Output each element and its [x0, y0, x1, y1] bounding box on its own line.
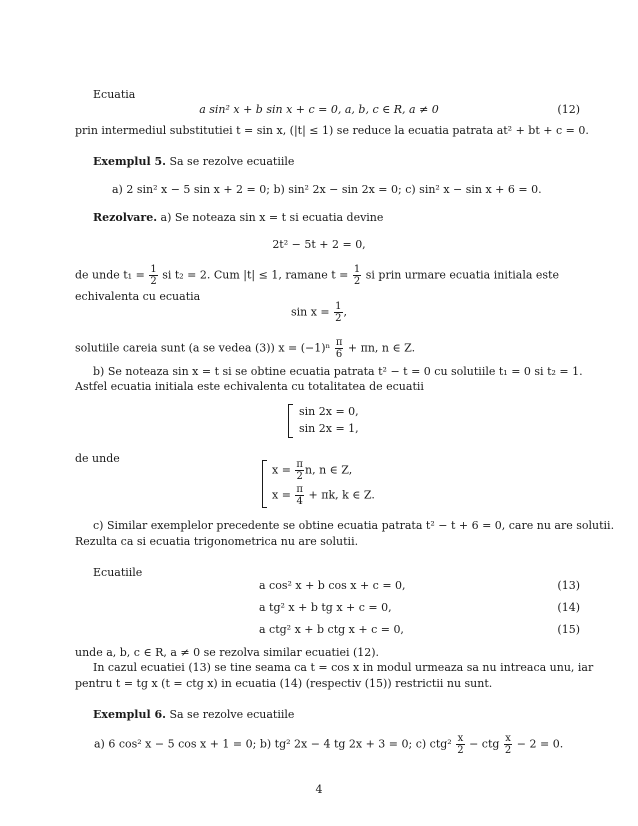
- quadratic-equation: 2t² − 5t + 2 = 0,: [272, 238, 366, 251]
- equation-number-15: (15): [557, 623, 580, 636]
- fraction-x-over-2: [456, 733, 464, 756]
- fraction-numerator: 1: [150, 264, 157, 275]
- example-6-text: Sa se rezolve ecuatiile: [169, 708, 295, 721]
- ecuatiile-text: Ecuatiile: [93, 566, 143, 579]
- system-bracket-2: [262, 460, 267, 508]
- example-6-list-mid: − ctg: [469, 737, 500, 751]
- roots-line: [75, 264, 559, 287]
- solutions-line-part-a: solutiile careia sunt (a se vedea (3)) x = (−1)ⁿ: [75, 341, 331, 355]
- system-2-eq-b-rhs: + πk, k ∈ Z.: [308, 488, 375, 502]
- example-6-heading: [93, 708, 294, 722]
- fraction-one-half: [149, 264, 157, 287]
- solutions-line-part-b: + πn, n ∈ Z.: [347, 341, 416, 355]
- intro-text: Ecuatia: [93, 88, 136, 101]
- example-5-title: Exemplul 5.: [93, 155, 166, 168]
- fraction-one-half: [353, 264, 361, 287]
- part-b-line-1: b) Se noteaza sin x = t si se obtine ecuatia patrata t² − t = 0 cu solutiile t₁ = 0 si t₂ = 1.: [93, 365, 583, 378]
- fraction-denominator: 2: [296, 471, 303, 482]
- fraction-denominator: 2: [335, 313, 342, 324]
- fraction-numerator: π: [296, 484, 303, 495]
- example-6-title: Exemplul 6.: [93, 708, 166, 721]
- equation-15: a ctg² x + b ctg x + c = 0,: [259, 623, 404, 636]
- part-c-line-2: Rezulta ca si ecuatia trigonometrica nu are solutii.: [75, 535, 359, 548]
- example-6-list-a: a) 6 cos² x − 5 cos x + 1 = 0; b) tg² 2x − 4 tg 2x + 3 = 0; c) ctg²: [94, 737, 452, 751]
- equivalent-line: echivalenta cu ecuatia: [75, 290, 201, 303]
- fraction-denominator: 6: [335, 349, 343, 360]
- fraction-numerator: π: [296, 459, 303, 470]
- fraction-x-over-2: [504, 733, 512, 756]
- case-line-2: pentru t = tg x (t = ctg x) in ecuatia (14) (respectiv (15)) restrictii nu sunt.: [75, 677, 493, 690]
- system-2-eq-a-lhs: x =: [272, 463, 291, 477]
- system-2-eq-b-lhs: x =: [272, 488, 291, 502]
- fraction-pi-over-6: [335, 337, 344, 360]
- roots-line-part-b: si t₂ = 2. Cum |t| ≤ 1, ramane t =: [162, 268, 349, 282]
- part-c-line-1: c) Similar exemplelor precedente se obtine ecuatia patrata t² − t + 6 = 0, care nu are solutii.: [93, 519, 615, 532]
- fraction-numerator: x: [457, 733, 464, 744]
- fraction-pi-over-4: [295, 484, 304, 507]
- fraction-numerator: 1: [335, 301, 342, 312]
- equation-number-14: (14): [557, 601, 580, 614]
- system-2-eq-a-rhs: n, n ∈ Z,: [305, 463, 353, 477]
- system-2-eq-b: [272, 484, 375, 507]
- system-1-eq-a: sin 2x = 0,: [299, 405, 359, 418]
- fraction-numerator: π: [335, 337, 343, 348]
- solution-title: Rezolvare.: [93, 211, 158, 224]
- fraction-denominator: 2: [150, 276, 157, 287]
- fraction-denominator: 4: [296, 496, 303, 507]
- example-5-heading: [93, 155, 294, 169]
- equation-13: a cos² x + b cos x + c = 0,: [259, 579, 406, 592]
- sin-half-lhs: sin x =: [290, 305, 330, 319]
- system-bracket-1: [288, 404, 293, 438]
- solutions-line: [75, 337, 415, 360]
- case-line-1: In cazul ecuatiei (13) se tine seama ca t = cos x in modul urmeaza sa nu intreaca unu, iar: [93, 661, 594, 674]
- roots-line-part-c: si prin urmare ecuatia initiala este: [365, 268, 559, 282]
- fraction-denominator: 2: [353, 276, 361, 287]
- part-b-line-2: Astfel ecuatia initiala este echivalenta cu totalitatea de ecuatii: [75, 380, 424, 393]
- equation-14: a tg² x + b tg x + c = 0,: [259, 601, 392, 614]
- solution-heading: [93, 211, 383, 225]
- fraction-numerator: 1: [353, 264, 361, 275]
- fraction-pi-over-2: [295, 459, 304, 482]
- equation-number-13: (13): [557, 579, 580, 592]
- system-1-eq-b: sin 2x = 1,: [299, 422, 359, 435]
- system-2-eq-a: [272, 459, 352, 482]
- sin-half-equation: sin x = $\frac{1}{2}$ ,: [290, 301, 348, 324]
- unde-line: unde a, b, c ∈ R, a ≠ 0 se rezolva similar ecuatiei (12).: [75, 646, 380, 659]
- fraction-denominator: 2: [457, 745, 464, 756]
- example-6-list-end: − 2 = 0.: [516, 737, 564, 751]
- solution-intro: a) Se noteaza sin x = t si ecuatia devine: [160, 211, 384, 224]
- example-5-text: Sa se rezolve ecuatiile: [169, 155, 295, 168]
- equation-12: [0, 103, 638, 117]
- example-5-list: a) 2 sin² x − 5 sin x + 2 = 0; b) sin² 2x − sin 2x = 0; c) sin² x − sin x + 6 = 0.: [112, 183, 542, 196]
- example-6-list: [94, 733, 563, 756]
- fraction-numerator: x: [505, 733, 511, 744]
- substitution-line: prin intermediul substitutiei t = sin x, (|t| ≤ 1) se reduce la ecuatia patrata at² + bt + c = 0.: [75, 124, 589, 137]
- fraction-one-half: [334, 301, 342, 324]
- equation-number-12: (12): [557, 103, 580, 116]
- fraction-denominator: 2: [504, 745, 512, 756]
- de-unde-text: de unde: [75, 452, 120, 465]
- equation-12-text: a sin² x + b sin x + c = 0, a, b, c ∈ R, a ≠ 0: [199, 103, 439, 116]
- page-number: 4: [315, 783, 323, 796]
- roots-line-part-a: de unde t₁ =: [75, 268, 145, 282]
